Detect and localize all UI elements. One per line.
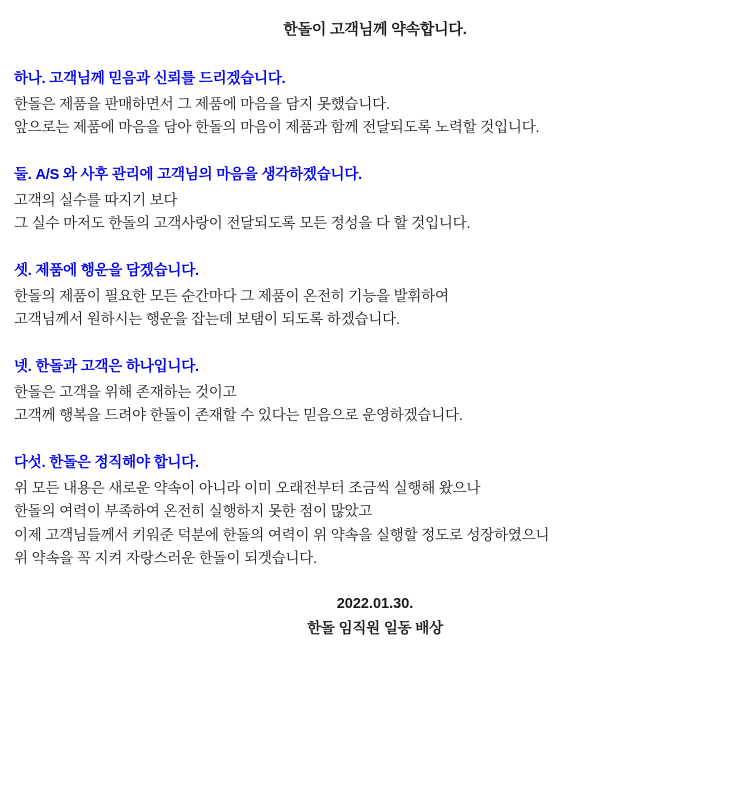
section-line: 위 약속을 꼭 지켜 자랑스러운 한돌이 되겟습니다. — [14, 551, 317, 568]
section-heading: 하나. 고객님께 믿음과 신뢰를 드리겠습니다. — [14, 71, 286, 87]
promise-section-4 — [14, 355, 736, 429]
section-line: 한돌의 제품이 필요한 모든 순간마다 그 제품이 온전히 기능을 발휘하여 — [14, 288, 449, 305]
section-line: 고객님께서 원하시는 행운을 잡는데 보탬이 되도록 하겠습니다. — [14, 312, 400, 329]
promise-sections — [14, 67, 736, 572]
section-line: 한돌은 제품을 판매하면서 그 제품에 마음을 담지 못했습니다. — [14, 97, 390, 113]
promise-section-3 — [14, 259, 736, 333]
promise-section-5 — [14, 451, 736, 572]
section-line: 그 실수 마저도 한돌의 고객사랑이 전달되도록 모든 정성을 다 할 것입니다. — [14, 216, 471, 233]
signature-block — [14, 596, 736, 638]
section-line: 위 모든 내용은 새로운 약속이 아니라 이미 오래전부터 조금씩 실행해 왔으나 — [14, 480, 481, 497]
section-line: 한돌의 여력이 부족하여 온전히 실행하지 못한 점이 많았고 — [14, 504, 373, 521]
promise-section-1 — [14, 67, 736, 141]
section-line: 앞으로는 제품에 마음을 담아 한돌의 마음이 제품과 함께 전달되도록 노력할 것입니다. — [14, 120, 540, 137]
section-heading: 넷. 한돌과 고객은 하나입니다. — [14, 358, 199, 375]
section-heading: 셋. 제품에 행운을 담겠습니다. — [14, 262, 199, 279]
signature-by: 한돌 임직원 일동 배상 — [307, 620, 443, 637]
section-line: 고객께 행복을 드려야 한돌이 존재할 수 있다는 믿음으로 운영하겠습니다. — [14, 408, 463, 425]
signature-date: 2022.01.30. — [336, 595, 414, 612]
section-line: 한돌은 고객을 위해 존재하는 것이고 — [14, 384, 237, 401]
section-heading: 둘. A/S 와 사후 관리에 고객님의 마음을 생각하겠습니다. — [14, 166, 362, 183]
promise-section-2 — [14, 163, 736, 237]
page-title: 한돌이 고객님께 약속합니다. — [283, 21, 467, 38]
section-heading: 다섯. 한돌은 정직해야 합니다. — [14, 454, 199, 471]
section-line: 고객의 실수를 따지기 보다 — [14, 192, 178, 209]
section-line: 이제 고객님들께서 키워준 덕분에 한돌의 여력이 위 약속을 실행할 정도로 성장하였으니 — [14, 527, 550, 544]
